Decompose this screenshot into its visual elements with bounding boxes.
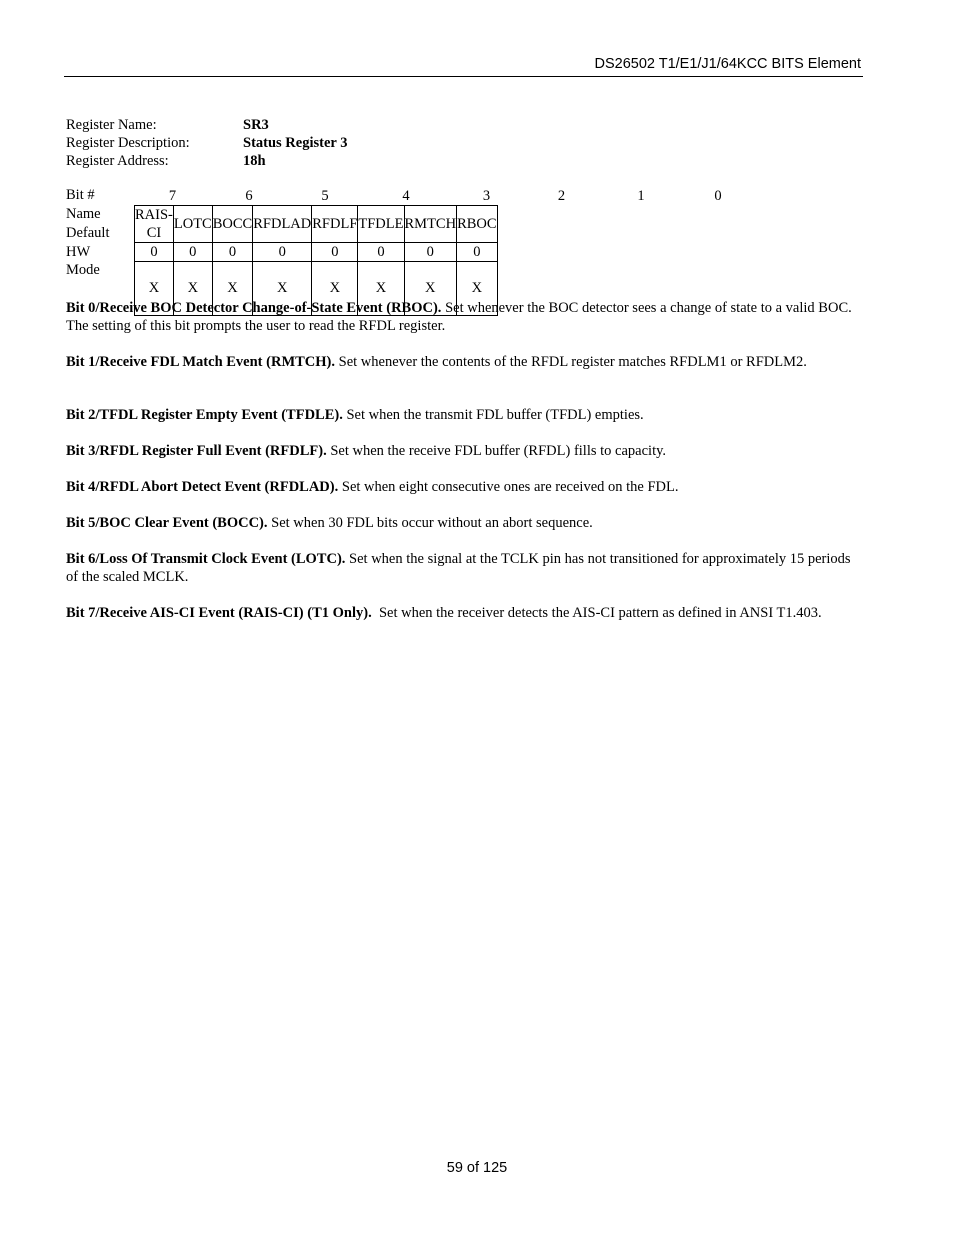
bit-number: 2: [557, 188, 566, 204]
register-name-value: SR3: [243, 117, 269, 133]
bit-description-4: [66, 478, 856, 496]
bit-description-title: Bit 7/Receive AIS-CI Event (RAIS-CI) (T1 Only).: [66, 605, 372, 621]
bit-number: 0: [714, 188, 722, 204]
bit-description-title: Bit 3/RFDL Register Full Event (RFDLF).: [66, 443, 327, 459]
bit-default-cell: 0: [457, 243, 498, 262]
bit-description-3: [66, 442, 856, 460]
bit-hw-label-line2: Mode: [66, 262, 100, 278]
bit-description-text: Set when the transmit FDL buffer (TFDL) empties.: [342, 407, 644, 423]
register-name-row: [66, 116, 347, 134]
bit-number: 6: [245, 188, 253, 204]
bit-number: 5: [321, 188, 329, 204]
bit-name-cell: RAIS-CI: [135, 207, 173, 241]
bit-hw-mode-cell: X: [358, 262, 404, 316]
bit-description-title: Bit 6/Loss Of Transmit Clock Event (LOTC).: [66, 551, 346, 567]
bit-hw-label-line1: HW: [66, 244, 91, 260]
bit-default-cell: 0: [404, 243, 457, 262]
bit-name-cell: RFDLAD: [253, 206, 312, 243]
bit-description-text: Set whenever the BOC detector sees a change of state to a valid BOC. The setting of this bit prompts the user to read the RFDL register.: [66, 300, 852, 334]
bit-number: 4: [402, 188, 410, 204]
bit-hw-mode-cell: X: [457, 262, 498, 316]
bit-description-text: Set whenever the contents of the RFDL register matches RFDLM1 or RFDLM2.: [335, 354, 807, 370]
bit-name-cell: RFDLF: [312, 206, 358, 243]
register-address-value: 18h: [243, 153, 266, 169]
document-header-title: DS26502 T1/E1/J1/64KCC BITS Element: [594, 56, 861, 72]
bit-number-label: Bit #: [66, 187, 95, 203]
bit-description-2: [66, 406, 856, 424]
register-name-label: Register Name:: [66, 117, 157, 133]
register-address-row: [66, 152, 347, 170]
bit-description-title: Bit 5/BOC Clear Event (BOCC).: [66, 515, 268, 531]
bit-description-5: [66, 514, 856, 532]
bit-default-cell: 0: [173, 243, 212, 262]
bit-number: 7: [168, 188, 177, 204]
bit-default-cell: 0: [253, 243, 312, 262]
bit-hw-mode-cell: X: [173, 262, 212, 316]
bit-description-title: Bit 1/Receive FDL Match Event (RMTCH).: [66, 354, 336, 370]
bit-default-label: Default: [66, 225, 110, 241]
bit-name-row: [135, 206, 498, 243]
register-description-value: Status Register 3: [243, 135, 348, 151]
bit-description-6: [66, 550, 856, 586]
bit-default-cell: 0: [212, 243, 253, 262]
bit-description-1: [66, 353, 856, 371]
bit-name-cell: BOCC: [212, 206, 253, 243]
bit-number: 1: [637, 188, 645, 204]
register-description-label: Register Description:: [66, 135, 190, 151]
bit-description-text: Set when the signal at the TCLK pin has not transitioned for approximately 15 periods of the scaled MCLK.: [66, 551, 851, 585]
bit-hw-mode-cell: X: [404, 262, 457, 316]
bit-description-text: Set when eight consecutive ones are received on the FDL.: [338, 479, 679, 495]
bit-default-row: [135, 243, 498, 262]
bit-hw-mode-cell: X: [135, 262, 174, 316]
bit-default-cell: 0: [135, 243, 174, 262]
bit-description-title: Bit 2/TFDL Register Empty Event (TFDLE).: [66, 407, 343, 423]
register-description-row: [66, 134, 347, 152]
register-info: [66, 116, 347, 170]
page-number: 59 of 125: [446, 1160, 508, 1176]
bit-description-text: Set when 30 FDL bits occur without an abort sequence.: [267, 515, 593, 531]
register-address-label: Register Address:: [66, 153, 169, 169]
bit-description-title: Bit 4/RFDL Abort Detect Event (RFDLAD).: [66, 479, 339, 495]
bit-description-7: [66, 604, 856, 622]
bit-description-title: Bit 0/Receive BOC Detector Change-of-State Event (RBOC).: [66, 300, 442, 316]
bit-description-text: Set when the receiver detects the AIS-CI pattern as defined in ANSI T1.403.: [371, 605, 822, 621]
bit-default-cell: 0: [358, 243, 404, 262]
header-divider: [64, 76, 863, 77]
bit-number: 3: [482, 188, 491, 204]
bit-name-label: Name: [66, 206, 101, 222]
bit-description-text: Set when the receive FDL buffer (RFDL) fills to capacity.: [326, 443, 667, 459]
bit-default-cell: 0: [312, 243, 358, 262]
bit-hw-mode-cell: X: [212, 262, 253, 316]
bit-hw-mode-cell: X: [312, 262, 358, 316]
bit-description-0: [66, 299, 856, 335]
bit-name-cell: RBOC: [457, 206, 498, 243]
bit-name-cell: TFDLE: [358, 206, 404, 243]
bit-name-cell: RMTCH: [404, 206, 457, 243]
bit-hw-mode-cell: X: [253, 262, 312, 316]
bit-name-cell: LOTC: [173, 206, 212, 243]
